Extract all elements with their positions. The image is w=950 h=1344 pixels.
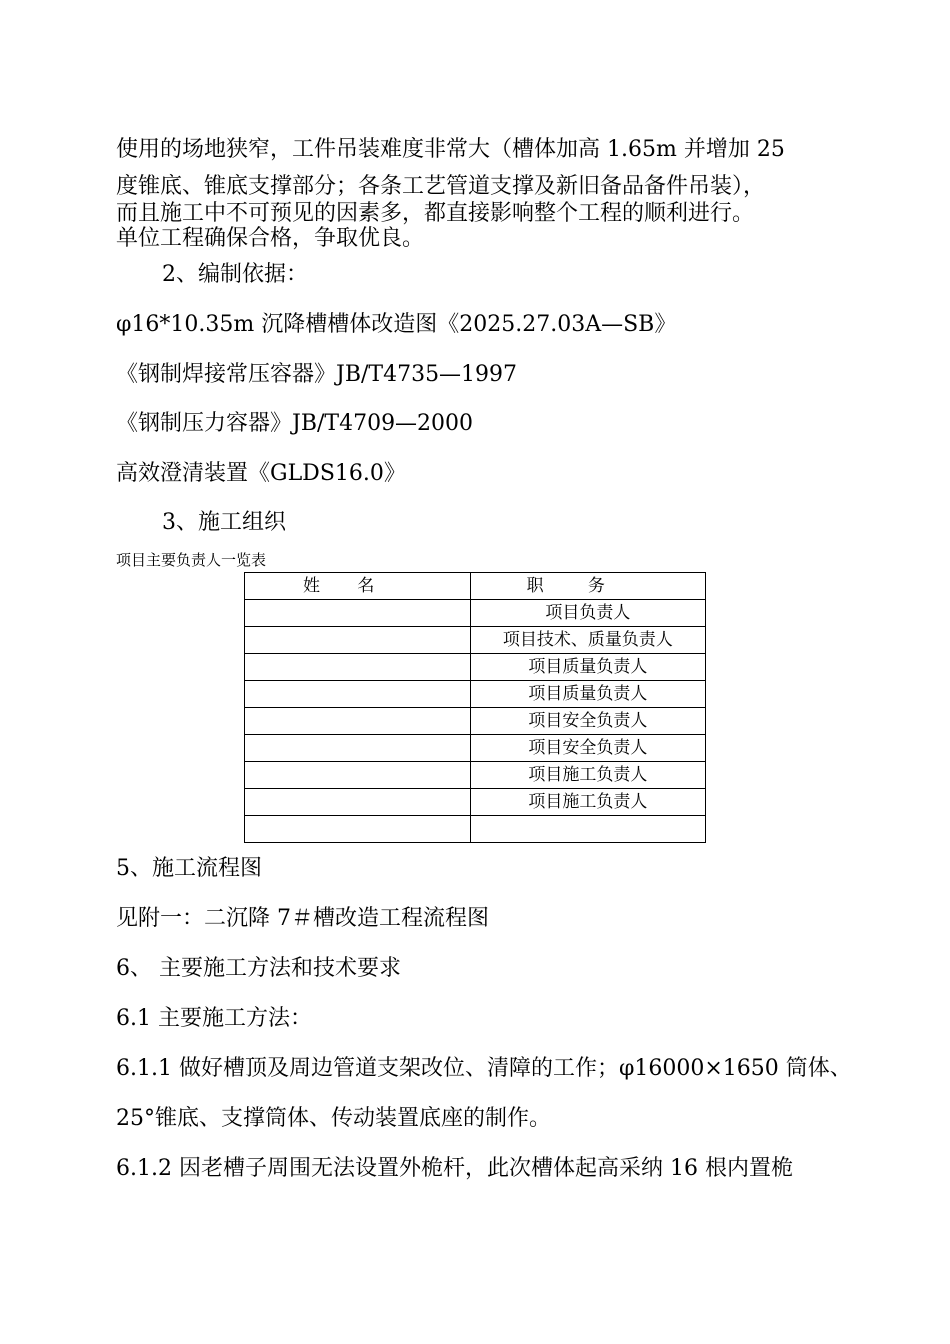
- table-row: [245, 708, 706, 735]
- table-caption: 项目主要负责人一览表: [116, 551, 267, 569]
- table-row: [245, 816, 706, 843]
- name-cell: [245, 735, 471, 762]
- role-cell: 项目质量负责人: [470, 681, 705, 708]
- paragraph-line: 6.1.1 做好槽顶及周边管道支架改位、清障的工作；φ16000×1650 筒体、: [116, 1056, 852, 1081]
- name-cell: [245, 708, 471, 735]
- section-heading-basis: 2、编制依据：: [162, 262, 308, 287]
- name-cell: [245, 627, 471, 654]
- table-header-row: [245, 573, 706, 600]
- role-cell: 项目质量负责人: [470, 654, 705, 681]
- role-cell: 项目安全负责人: [470, 735, 705, 762]
- paragraph-line: 单位工程确保合格，争取优良。: [116, 226, 425, 251]
- name-cell: [245, 681, 471, 708]
- section-heading-methods: 6、 主要施工方法和技术要求: [116, 956, 401, 981]
- name-cell: [245, 600, 471, 627]
- role-cell: 项目施工负责人: [470, 762, 705, 789]
- paragraph-line: 而且施工中不可预见的因素多，都直接影响整个工程的顺利进行。: [116, 201, 755, 226]
- paragraph-line: 度锥底、锥底支撑部分；各条工艺管道支撑及新旧备品备件吊装），: [116, 174, 766, 199]
- table-row: [245, 600, 706, 627]
- paragraph-line: 25°锥底、支撑筒体、传动装置底座的制作。: [116, 1106, 551, 1131]
- name-cell: [245, 762, 471, 789]
- table-row: [245, 735, 706, 762]
- role-cell: 项目技术、质量负责人: [470, 627, 705, 654]
- attachment-reference: 见附一：二沉降 7＃槽改造工程流程图: [116, 906, 489, 931]
- reference-drawing: φ16*10.35m 沉降槽槽体改造图《2025.27.03A—SB》: [116, 312, 677, 337]
- role-cell: 项目安全负责人: [470, 708, 705, 735]
- table-row: [245, 789, 706, 816]
- staff-table: [244, 572, 706, 843]
- column-header-role: 职务: [470, 573, 705, 600]
- table-row: [245, 627, 706, 654]
- table-row: [245, 681, 706, 708]
- name-cell: [245, 816, 471, 843]
- section-heading-organization: 3、施工组织: [162, 510, 286, 535]
- role-cell: 项目负责人: [470, 600, 705, 627]
- role-cell: [470, 816, 705, 843]
- reference-device: 高效澄清装置《GLDS16.0》: [116, 461, 406, 486]
- name-cell: [245, 654, 471, 681]
- role-cell: 项目施工负责人: [470, 789, 705, 816]
- reference-standard: 《钢制焊接常压容器》JB/T4735—1997: [116, 362, 518, 387]
- name-cell: [245, 789, 471, 816]
- subsection-heading: 6.1 主要施工方法：: [116, 1006, 312, 1031]
- section-heading-flowchart: 5、施工流程图: [116, 856, 262, 881]
- column-header-name: 姓名: [245, 573, 471, 600]
- paragraph-line: 6.1.2 因老槽子周围无法设置外桅杆，此次槽体起高采纳 16 根内置桅: [116, 1156, 793, 1181]
- reference-standard: 《钢制压力容器》JB/T4709—2000: [116, 411, 474, 436]
- table-row: [245, 654, 706, 681]
- paragraph-line: 使用的场地狭窄，工件吊装难度非常大（槽体加高 1.65m 并增加 25: [116, 137, 785, 162]
- table-row: [245, 762, 706, 789]
